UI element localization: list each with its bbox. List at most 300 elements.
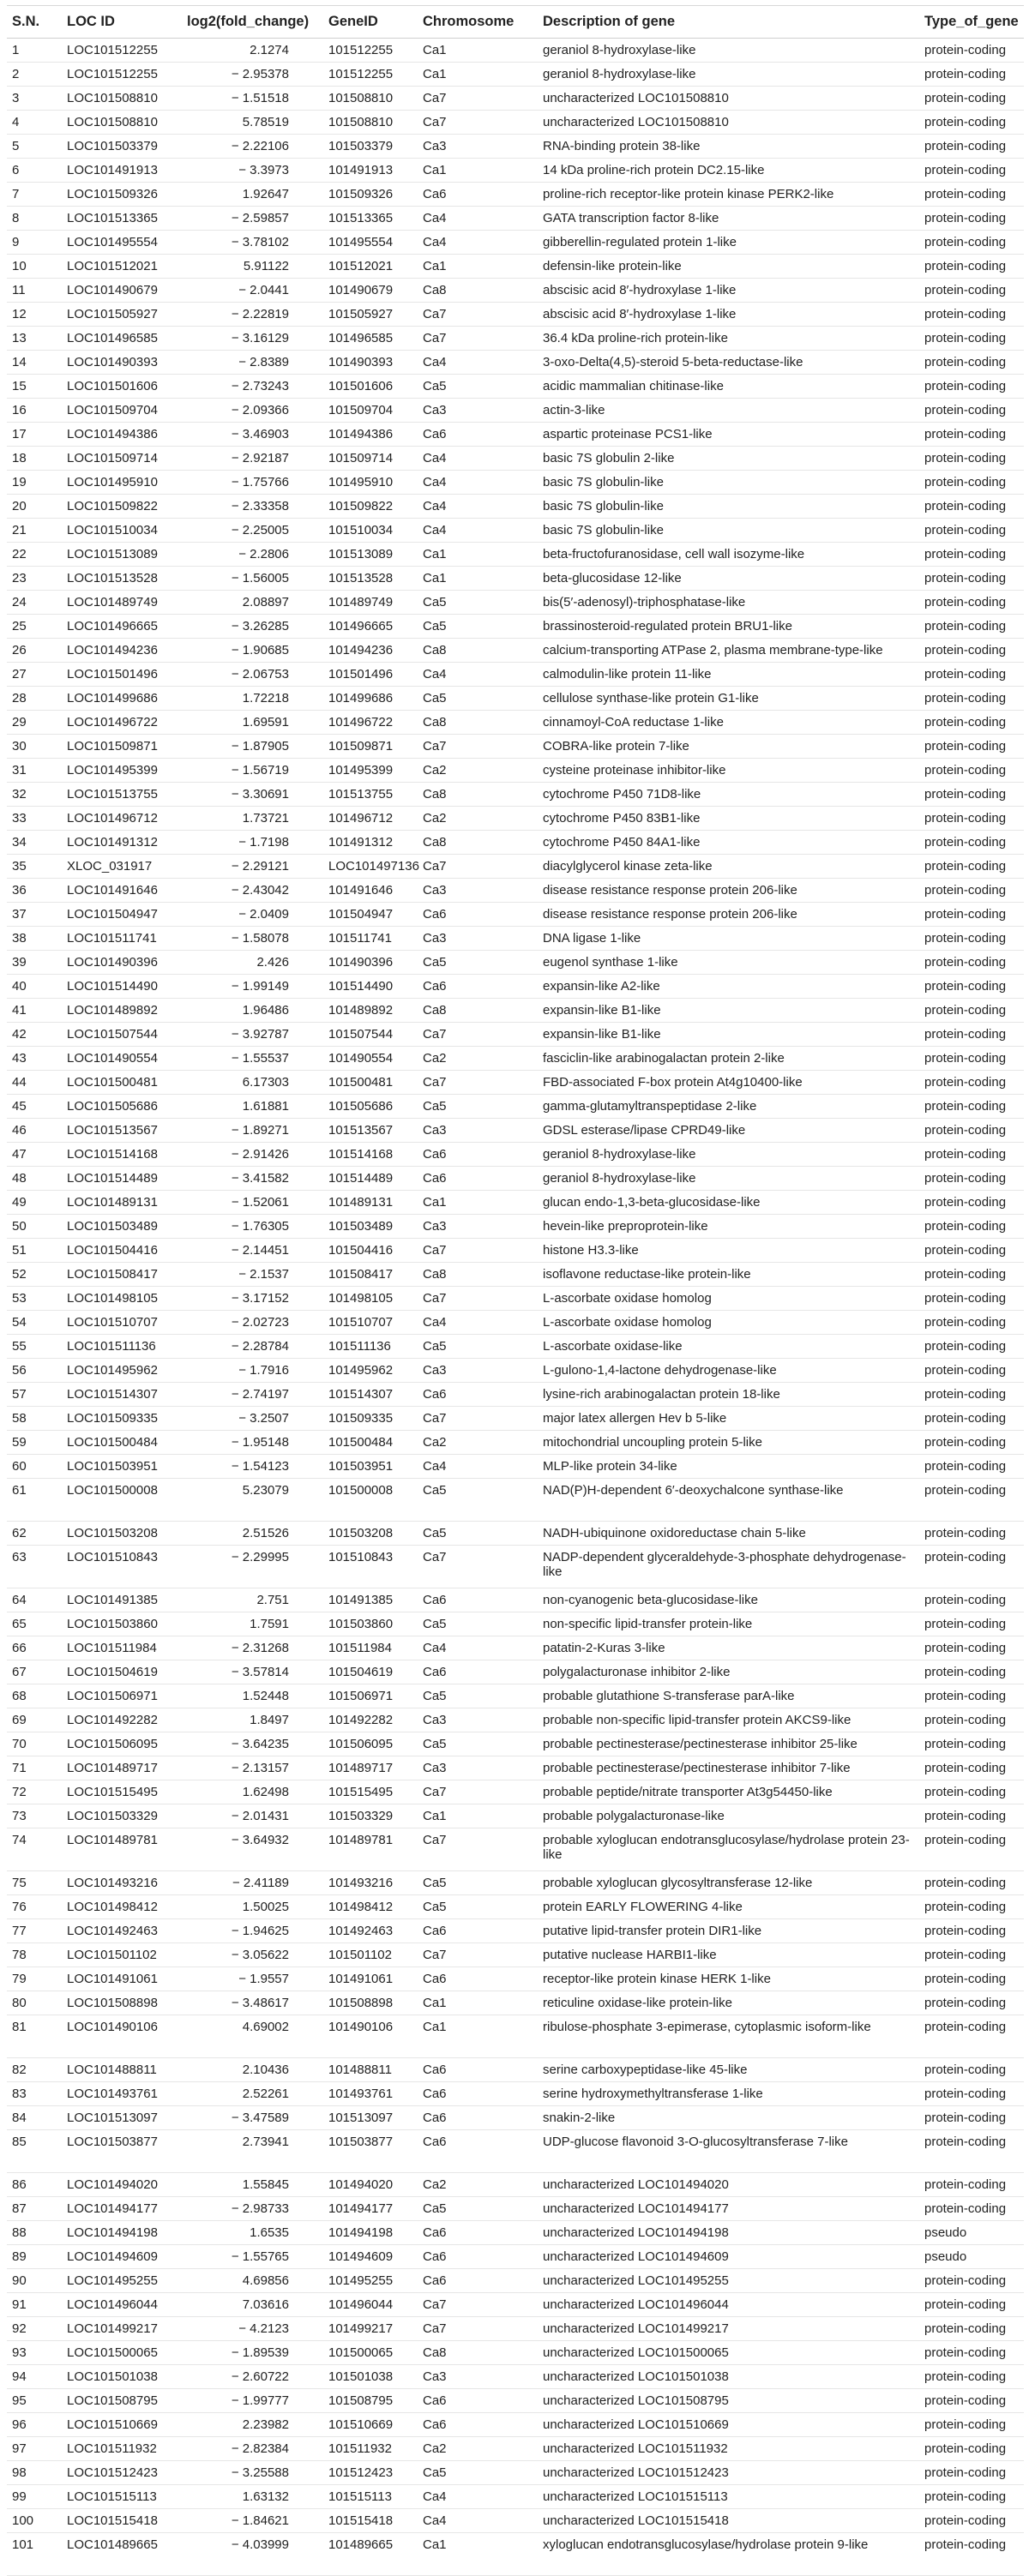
cell-sn: 97 [7, 2437, 62, 2461]
cell-chromosome: Ca5 [418, 1335, 538, 1359]
cell-gene-id: 101490396 [323, 951, 418, 975]
table-row [7, 399, 1024, 423]
cell-gene-id: 101496722 [323, 711, 418, 735]
cell-gene-id: 101500008 [323, 1479, 418, 1522]
cell-chromosome: Ca7 [418, 1546, 538, 1588]
cell-sn: 44 [7, 1071, 62, 1095]
cell-sn: 1 [7, 39, 62, 63]
cell-chromosome: Ca5 [418, 1612, 538, 1636]
cell-gene-id: 101504416 [323, 1239, 418, 1263]
cell-gene-id: 101491385 [323, 1588, 418, 1612]
cell-log2-fold-change: 1.50025 [182, 1895, 323, 1919]
cell-type-of-gene: pseudo [919, 2245, 1024, 2269]
table-row [7, 2437, 1024, 2461]
cell-loc-id: LOC101491913 [62, 159, 182, 183]
cell-description: patatin-2-Kuras 3-like [538, 1636, 919, 1660]
cell-sn: 23 [7, 567, 62, 591]
cell-loc-id: LOC101511136 [62, 1335, 182, 1359]
cell-gene-id: 101488811 [323, 2058, 418, 2082]
cell-log2-fold-change: 2.426 [182, 951, 323, 975]
cell-loc-id: LOC101511741 [62, 927, 182, 951]
cell-gene-id: 101500484 [323, 1431, 418, 1455]
table-row [7, 495, 1024, 519]
cell-loc-id: LOC101513365 [62, 207, 182, 231]
cell-log2-fold-change: − 1.7198 [182, 831, 323, 855]
cell-type-of-gene: protein-coding [919, 2130, 1024, 2173]
cell-description: 14 kDa proline-rich protein DC2.15-like [538, 159, 919, 183]
cell-log2-fold-change: − 3.78102 [182, 231, 323, 255]
cell-chromosome: Ca2 [418, 1431, 538, 1455]
cell-type-of-gene: protein-coding [919, 1383, 1024, 1407]
cell-gene-id: 101510707 [323, 1311, 418, 1335]
cell-loc-id: LOC101503379 [62, 135, 182, 159]
cell-sn: 2 [7, 63, 62, 87]
cell-chromosome: Ca4 [418, 1636, 538, 1660]
cell-chromosome: Ca7 [418, 855, 538, 879]
cell-description: UDP-glucose flavonoid 3-O-glucosyltransferase 7-like [538, 2130, 919, 2173]
cell-description: abscisic acid 8′-hydroxylase 1-like [538, 303, 919, 327]
cell-loc-id: LOC101494177 [62, 2197, 182, 2221]
cell-chromosome: Ca5 [418, 1871, 538, 1895]
cell-loc-id: LOC101514490 [62, 975, 182, 999]
cell-log2-fold-change: − 1.94625 [182, 1919, 323, 1943]
cell-log2-fold-change: 1.73721 [182, 807, 323, 831]
cell-gene-id: 101489892 [323, 999, 418, 1023]
table-row [7, 1431, 1024, 1455]
cell-gene-id: 101511741 [323, 927, 418, 951]
cell-log2-fold-change: − 4.03999 [182, 2533, 323, 2576]
cell-chromosome: Ca5 [418, 591, 538, 615]
cell-gene-id: 101491312 [323, 831, 418, 855]
cell-sn: 43 [7, 1047, 62, 1071]
cell-log2-fold-change: − 2.29995 [182, 1546, 323, 1588]
cell-type-of-gene: protein-coding [919, 1191, 1024, 1215]
cell-gene-id: 101514489 [323, 1167, 418, 1191]
cell-description: L-ascorbate oxidase homolog [538, 1287, 919, 1311]
cell-loc-id: LOC101489131 [62, 1191, 182, 1215]
cell-sn: 25 [7, 615, 62, 639]
cell-type-of-gene: protein-coding [919, 1047, 1024, 1071]
cell-log2-fold-change: − 1.99149 [182, 975, 323, 999]
cell-type-of-gene: protein-coding [919, 663, 1024, 687]
table-row [7, 903, 1024, 927]
cell-log2-fold-change: − 3.3973 [182, 159, 323, 183]
cell-type-of-gene: pseudo [919, 2221, 1024, 2245]
cell-loc-id: LOC101509335 [62, 1407, 182, 1431]
cell-loc-id: LOC101491646 [62, 879, 182, 903]
cell-log2-fold-change: − 2.09366 [182, 399, 323, 423]
table-row [7, 2245, 1024, 2269]
cell-sn: 60 [7, 1455, 62, 1479]
cell-loc-id: LOC101510034 [62, 519, 182, 543]
cell-type-of-gene: protein-coding [919, 159, 1024, 183]
cell-description: cytochrome P450 71D8-like [538, 783, 919, 807]
cell-description: calmodulin-like protein 11-like [538, 663, 919, 687]
cell-chromosome: Ca3 [418, 1708, 538, 1732]
cell-loc-id: LOC101488811 [62, 2058, 182, 2082]
cell-description: L-gulono-1,4-lactone dehydrogenase-like [538, 1359, 919, 1383]
cell-description: fasciclin-like arabinogalactan protein 2-like [538, 1047, 919, 1071]
cell-sn: 5 [7, 135, 62, 159]
cell-chromosome: Ca7 [418, 87, 538, 111]
cell-log2-fold-change: − 1.9557 [182, 1967, 323, 1991]
cell-gene-id: 101501496 [323, 663, 418, 687]
cell-chromosome: Ca4 [418, 519, 538, 543]
cell-description: receptor-like protein kinase HERK 1-like [538, 1967, 919, 1991]
table-row [7, 471, 1024, 495]
cell-chromosome: Ca4 [418, 471, 538, 495]
cell-description: putative lipid-transfer protein DIR1-like [538, 1919, 919, 1943]
cell-sn: 52 [7, 1263, 62, 1287]
cell-type-of-gene: protein-coding [919, 1732, 1024, 1756]
cell-sn: 82 [7, 2058, 62, 2082]
cell-loc-id: LOC101491312 [62, 831, 182, 855]
cell-chromosome: Ca7 [418, 2317, 538, 2341]
cell-gene-id: 101508810 [323, 87, 418, 111]
cell-log2-fold-change: 1.72218 [182, 687, 323, 711]
cell-type-of-gene: protein-coding [919, 567, 1024, 591]
cell-gene-id: 101500065 [323, 2341, 418, 2365]
table-row [7, 63, 1024, 87]
cell-type-of-gene: protein-coding [919, 543, 1024, 567]
cell-gene-id: 101515113 [323, 2485, 418, 2509]
table-row [7, 1546, 1024, 1588]
cell-loc-id: LOC101492463 [62, 1919, 182, 1943]
cell-description: brassinosteroid-regulated protein BRU1-like [538, 615, 919, 639]
cell-gene-id: 101495554 [323, 231, 418, 255]
table-row [7, 2173, 1024, 2197]
cell-description: 36.4 kDa proline-rich protein-like [538, 327, 919, 351]
cell-description: acidic mammalian chitinase-like [538, 375, 919, 399]
cell-log2-fold-change: 1.92647 [182, 183, 323, 207]
cell-log2-fold-change: 2.51526 [182, 1522, 323, 1546]
cell-description: uncharacterized LOC101494020 [538, 2173, 919, 2197]
cell-sn: 86 [7, 2173, 62, 2197]
table-row [7, 615, 1024, 639]
cell-description: GATA transcription factor 8-like [538, 207, 919, 231]
cell-description: geraniol 8-hydroxylase-like [538, 63, 919, 87]
cell-description: probable peptide/nitrate transporter At3g54450-like [538, 1780, 919, 1804]
cell-chromosome: Ca3 [418, 1756, 538, 1780]
table-row [7, 1804, 1024, 1828]
cell-type-of-gene: protein-coding [919, 231, 1024, 255]
cell-type-of-gene: protein-coding [919, 2058, 1024, 2082]
cell-log2-fold-change: 7.03616 [182, 2293, 323, 2317]
cell-description: uncharacterized LOC101499217 [538, 2317, 919, 2341]
cell-type-of-gene: protein-coding [919, 1967, 1024, 1991]
cell-sn: 99 [7, 2485, 62, 2509]
cell-log2-fold-change: − 2.41189 [182, 1871, 323, 1895]
cell-log2-fold-change: 5.91122 [182, 255, 323, 279]
header-gene-id: GeneID [323, 6, 418, 39]
cell-chromosome: Ca5 [418, 2461, 538, 2485]
cell-log2-fold-change: 4.69856 [182, 2269, 323, 2293]
table-row [7, 2106, 1024, 2130]
cell-type-of-gene: protein-coding [919, 2173, 1024, 2197]
cell-log2-fold-change: 1.6535 [182, 2221, 323, 2245]
cell-gene-id: 101508898 [323, 1991, 418, 2015]
cell-chromosome: Ca8 [418, 1263, 538, 1287]
cell-gene-id: 101512255 [323, 39, 418, 63]
cell-sn: 73 [7, 1804, 62, 1828]
cell-type-of-gene: protein-coding [919, 1684, 1024, 1708]
cell-chromosome: Ca1 [418, 543, 538, 567]
cell-sn: 62 [7, 1522, 62, 1546]
cell-description: beta-fructofuranosidase, cell wall isozyme-like [538, 543, 919, 567]
cell-loc-id: XLOC_031917 [62, 855, 182, 879]
cell-gene-id: 101512423 [323, 2461, 418, 2485]
cell-gene-id: 101507544 [323, 1023, 418, 1047]
cell-chromosome: Ca6 [418, 183, 538, 207]
cell-log2-fold-change: 2.52261 [182, 2082, 323, 2106]
cell-description: uncharacterized LOC101494609 [538, 2245, 919, 2269]
cell-description: MLP-like protein 34-like [538, 1455, 919, 1479]
cell-log2-fold-change: − 3.64932 [182, 1828, 323, 1871]
cell-type-of-gene: protein-coding [919, 1311, 1024, 1335]
cell-log2-fold-change: − 1.76305 [182, 1215, 323, 1239]
cell-chromosome: Ca6 [418, 1167, 538, 1191]
cell-sn: 31 [7, 759, 62, 783]
cell-description: L-ascorbate oxidase homolog [538, 1311, 919, 1335]
cell-gene-id: 101489131 [323, 1191, 418, 1215]
cell-type-of-gene: protein-coding [919, 255, 1024, 279]
table-row [7, 1479, 1024, 1522]
cell-type-of-gene: protein-coding [919, 783, 1024, 807]
cell-chromosome: Ca5 [418, 951, 538, 975]
cell-sn: 98 [7, 2461, 62, 2485]
cell-chromosome: Ca1 [418, 39, 538, 63]
cell-chromosome: Ca6 [418, 903, 538, 927]
cell-loc-id: LOC101507544 [62, 1023, 182, 1047]
cell-gene-id: 101499217 [323, 2317, 418, 2341]
cell-type-of-gene: protein-coding [919, 1071, 1024, 1095]
cell-gene-id: 101508810 [323, 111, 418, 135]
cell-description: NADP-dependent glyceraldehyde-3-phosphate dehydrogenase-like [538, 1546, 919, 1588]
table-row [7, 1071, 1024, 1095]
cell-loc-id: LOC101496585 [62, 327, 182, 351]
cell-type-of-gene: protein-coding [919, 1828, 1024, 1871]
cell-sn: 87 [7, 2197, 62, 2221]
cell-chromosome: Ca6 [418, 2082, 538, 2106]
cell-sn: 51 [7, 1239, 62, 1263]
cell-sn: 84 [7, 2106, 62, 2130]
cell-chromosome: Ca5 [418, 375, 538, 399]
cell-gene-id: 101495255 [323, 2269, 418, 2293]
cell-loc-id: LOC101489717 [62, 1756, 182, 1780]
table-row [7, 735, 1024, 759]
cell-type-of-gene: protein-coding [919, 447, 1024, 471]
cell-sn: 45 [7, 1095, 62, 1119]
table-row [7, 1588, 1024, 1612]
table-row [7, 519, 1024, 543]
table-row [7, 1684, 1024, 1708]
cell-sn: 18 [7, 447, 62, 471]
table-row [7, 2485, 1024, 2509]
cell-loc-id: LOC101491385 [62, 1588, 182, 1612]
cell-sn: 92 [7, 2317, 62, 2341]
cell-description: NAD(P)H-dependent 6′-deoxychalcone synthase-like [538, 1479, 919, 1522]
table-row [7, 1895, 1024, 1919]
cell-sn: 8 [7, 207, 62, 231]
cell-sn: 9 [7, 231, 62, 255]
cell-type-of-gene: protein-coding [919, 615, 1024, 639]
table-row [7, 1967, 1024, 1991]
cell-loc-id: LOC101508417 [62, 1263, 182, 1287]
cell-gene-id: 101496044 [323, 2293, 418, 2317]
cell-description: uncharacterized LOC101508795 [538, 2389, 919, 2413]
cell-description: probable polygalacturonase-like [538, 1804, 919, 1828]
cell-sn: 95 [7, 2389, 62, 2413]
cell-type-of-gene: protein-coding [919, 1287, 1024, 1311]
cell-sn: 94 [7, 2365, 62, 2389]
cell-loc-id: LOC101501606 [62, 375, 182, 399]
cell-gene-id: 101503379 [323, 135, 418, 159]
cell-log2-fold-change: − 2.92187 [182, 447, 323, 471]
cell-type-of-gene: protein-coding [919, 1895, 1024, 1919]
cell-chromosome: Ca7 [418, 303, 538, 327]
cell-loc-id: LOC101505927 [62, 303, 182, 327]
cell-gene-id: 101494386 [323, 423, 418, 447]
cell-type-of-gene: protein-coding [919, 495, 1024, 519]
cell-log2-fold-change: − 3.30691 [182, 783, 323, 807]
cell-type-of-gene: protein-coding [919, 1708, 1024, 1732]
cell-sn: 22 [7, 543, 62, 567]
cell-log2-fold-change: 1.96486 [182, 999, 323, 1023]
table-row [7, 327, 1024, 351]
cell-loc-id: LOC101515113 [62, 2485, 182, 2509]
cell-loc-id: LOC101491061 [62, 1967, 182, 1991]
cell-chromosome: Ca4 [418, 2485, 538, 2509]
cell-loc-id: LOC101500008 [62, 1479, 182, 1522]
cell-chromosome: Ca6 [418, 1919, 538, 1943]
cell-log2-fold-change: 2.23982 [182, 2413, 323, 2437]
cell-chromosome: Ca5 [418, 2197, 538, 2221]
cell-description: abscisic acid 8′-hydroxylase 1-like [538, 279, 919, 303]
cell-type-of-gene: protein-coding [919, 975, 1024, 999]
cell-chromosome: Ca7 [418, 111, 538, 135]
table-row [7, 183, 1024, 207]
gene-table [7, 5, 1024, 2576]
cell-log2-fold-change: − 2.02723 [182, 1311, 323, 1335]
cell-sn: 58 [7, 1407, 62, 1431]
cell-chromosome: Ca4 [418, 663, 538, 687]
cell-chromosome: Ca6 [418, 2058, 538, 2082]
cell-description: protein EARLY FLOWERING 4-like [538, 1895, 919, 1919]
cell-chromosome: Ca6 [418, 1967, 538, 1991]
cell-gene-id: 101500481 [323, 1071, 418, 1095]
cell-loc-id: LOC101503860 [62, 1612, 182, 1636]
table-row [7, 1095, 1024, 1119]
cell-log2-fold-change: − 3.64235 [182, 1732, 323, 1756]
cell-type-of-gene: protein-coding [919, 1588, 1024, 1612]
cell-type-of-gene: protein-coding [919, 399, 1024, 423]
cell-log2-fold-change: − 2.82384 [182, 2437, 323, 2461]
cell-description: uncharacterized LOC101508810 [538, 111, 919, 135]
cell-sn: 64 [7, 1588, 62, 1612]
cell-sn: 56 [7, 1359, 62, 1383]
cell-type-of-gene: protein-coding [919, 1335, 1024, 1359]
header-log2-fold-change: log2(fold_change) [182, 6, 323, 39]
cell-loc-id: LOC101511932 [62, 2437, 182, 2461]
cell-loc-id: LOC101514168 [62, 1143, 182, 1167]
cell-description: reticuline oxidase-like protein-like [538, 1991, 919, 2015]
cell-chromosome: Ca4 [418, 207, 538, 231]
cell-sn: 11 [7, 279, 62, 303]
cell-loc-id: LOC101506971 [62, 1684, 182, 1708]
cell-description: NADH-ubiquinone oxidoreductase chain 5-like [538, 1522, 919, 1546]
cell-description: uncharacterized LOC101512423 [538, 2461, 919, 2485]
cell-gene-id: 101509871 [323, 735, 418, 759]
cell-sn: 46 [7, 1119, 62, 1143]
cell-loc-id: LOC101489749 [62, 591, 182, 615]
cell-sn: 49 [7, 1191, 62, 1215]
cell-type-of-gene: protein-coding [919, 2413, 1024, 2437]
table-row [7, 2365, 1024, 2389]
cell-chromosome: Ca7 [418, 1828, 538, 1871]
cell-gene-id: 101491646 [323, 879, 418, 903]
cell-log2-fold-change: 2.10436 [182, 2058, 323, 2082]
cell-gene-id: 101503329 [323, 1804, 418, 1828]
cell-chromosome: Ca7 [418, 735, 538, 759]
cell-description: hevein-like preproprotein-like [538, 1215, 919, 1239]
cell-sn: 13 [7, 327, 62, 351]
cell-gene-id: 101490393 [323, 351, 418, 375]
cell-type-of-gene: protein-coding [919, 1943, 1024, 1967]
cell-description: basic 7S globulin-like [538, 495, 919, 519]
cell-log2-fold-change: 1.7591 [182, 1612, 323, 1636]
cell-loc-id: LOC101499686 [62, 687, 182, 711]
cell-sn: 14 [7, 351, 62, 375]
cell-gene-id: 101494236 [323, 639, 418, 663]
cell-log2-fold-change: 2.08897 [182, 591, 323, 615]
cell-sn: 17 [7, 423, 62, 447]
cell-type-of-gene: protein-coding [919, 879, 1024, 903]
cell-chromosome: Ca7 [418, 1023, 538, 1047]
cell-loc-id: LOC101510707 [62, 1311, 182, 1335]
cell-type-of-gene: protein-coding [919, 2365, 1024, 2389]
cell-sn: 77 [7, 1919, 62, 1943]
cell-sn: 69 [7, 1708, 62, 1732]
cell-loc-id: LOC101490554 [62, 1047, 182, 1071]
table-row [7, 879, 1024, 903]
cell-log2-fold-change: − 2.14451 [182, 1239, 323, 1263]
table-row [7, 2461, 1024, 2485]
cell-description: beta-glucosidase 12-like [538, 567, 919, 591]
cell-loc-id: LOC101490679 [62, 279, 182, 303]
cell-log2-fold-change: − 1.84621 [182, 2509, 323, 2533]
cell-type-of-gene: protein-coding [919, 711, 1024, 735]
cell-description: geraniol 8-hydroxylase-like [538, 39, 919, 63]
cell-loc-id: LOC101489781 [62, 1828, 182, 1871]
cell-sn: 70 [7, 1732, 62, 1756]
cell-description: probable glutathione S-transferase parA-like [538, 1684, 919, 1708]
cell-gene-id: 101490106 [323, 2015, 418, 2058]
cell-type-of-gene: protein-coding [919, 2317, 1024, 2341]
cell-loc-id: LOC101506095 [62, 1732, 182, 1756]
cell-sn: 39 [7, 951, 62, 975]
cell-gene-id: 101503860 [323, 1612, 418, 1636]
cell-gene-id: 101512255 [323, 63, 418, 87]
cell-sn: 59 [7, 1431, 62, 1455]
cell-loc-id: LOC101494198 [62, 2221, 182, 2245]
cell-sn: 20 [7, 495, 62, 519]
cell-type-of-gene: protein-coding [919, 2197, 1024, 2221]
cell-loc-id: LOC101495962 [62, 1359, 182, 1383]
table-row [7, 927, 1024, 951]
cell-gene-id: 101511932 [323, 2437, 418, 2461]
cell-gene-id: 101509704 [323, 399, 418, 423]
table-row [7, 1119, 1024, 1143]
